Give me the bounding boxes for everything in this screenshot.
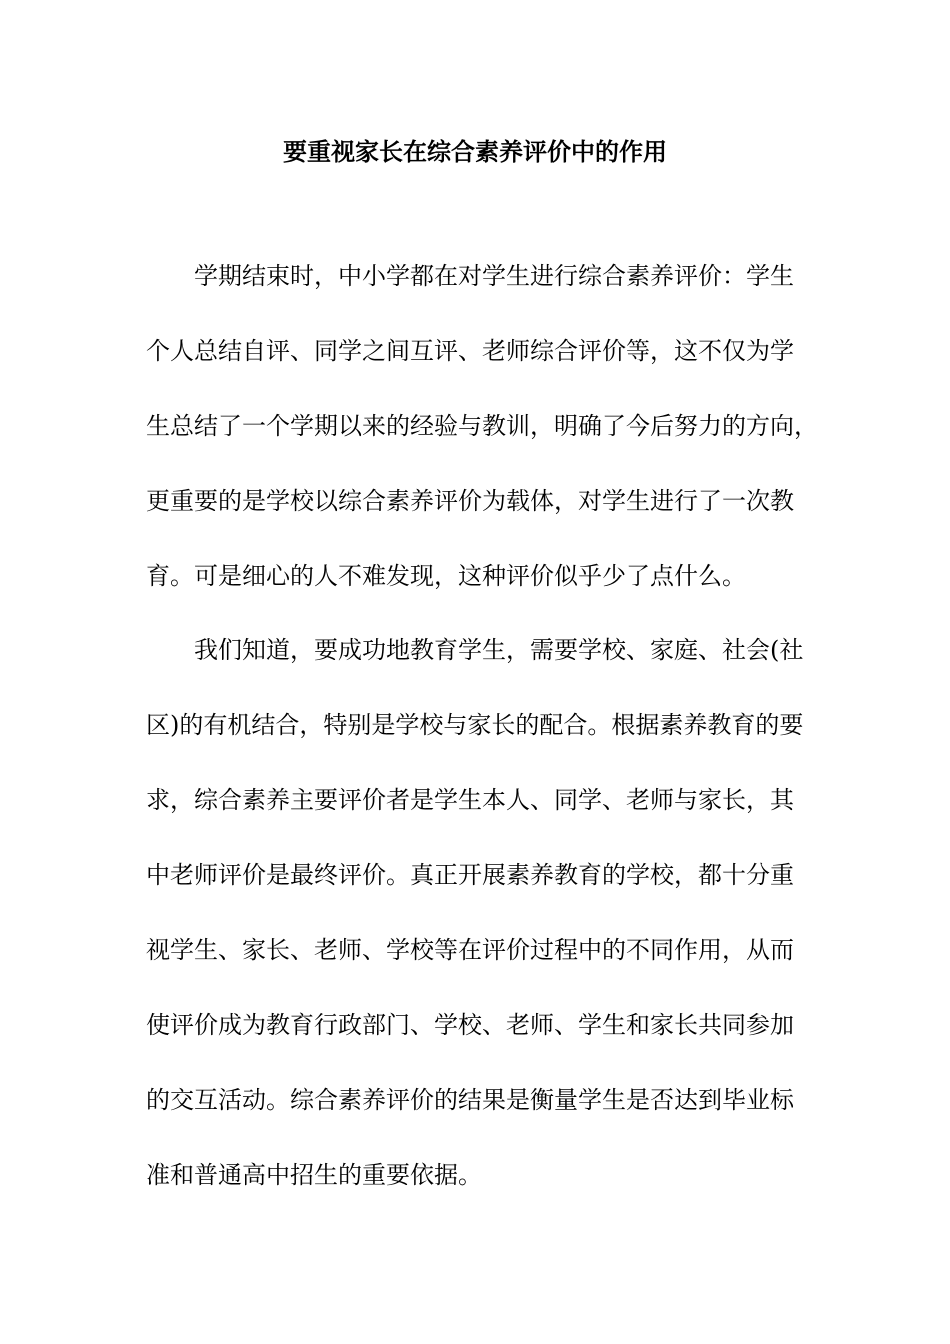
- paragraph-line: 学期结束时，中小学都在对学生进行综合素养评价：学生: [194, 262, 794, 290]
- paragraph-line: 育。可是细心的人不难发现，这种评价似乎少了点什么。: [146, 562, 746, 590]
- paragraph-line: 区)的有机结合，特别是学校与家长的配合。根据素养教育的要: [146, 711, 804, 739]
- paragraph-line: 中老师评价是最终评价。真正开展素养教育的学校，都十分重: [146, 861, 794, 889]
- paragraph-line: 准和普通高中招生的重要依据。: [146, 1161, 482, 1189]
- paragraph-line: 使评价成为教育行政部门、学校、老师、学生和家长共同参加: [146, 1011, 794, 1039]
- document-title: 要重视家长在综合素养评价中的作用: [283, 137, 667, 166]
- paragraph-line: 我们知道，要成功地教育学生，需要学校、家庭、社会(社: [194, 636, 804, 664]
- paragraph-line: 更重要的是学校以综合素养评价为载体，对学生进行了一次教: [146, 487, 794, 515]
- paragraph-line: 求，综合素养主要评价者是学生本人、同学、老师与家长，其: [146, 786, 794, 814]
- paragraph-line: 个人总结自评、同学之间互评、老师综合评价等，这不仅为学: [146, 337, 794, 365]
- paragraph-line: 的交互活动。综合素养评价的结果是衡量学生是否达到毕业标: [146, 1086, 794, 1114]
- paragraph-line: 视学生、家长、老师、学校等在评价过程中的不同作用，从而: [146, 936, 794, 964]
- paragraph-line: 生总结了一个学期以来的经验与教训，明确了今后努力的方向，: [146, 412, 818, 440]
